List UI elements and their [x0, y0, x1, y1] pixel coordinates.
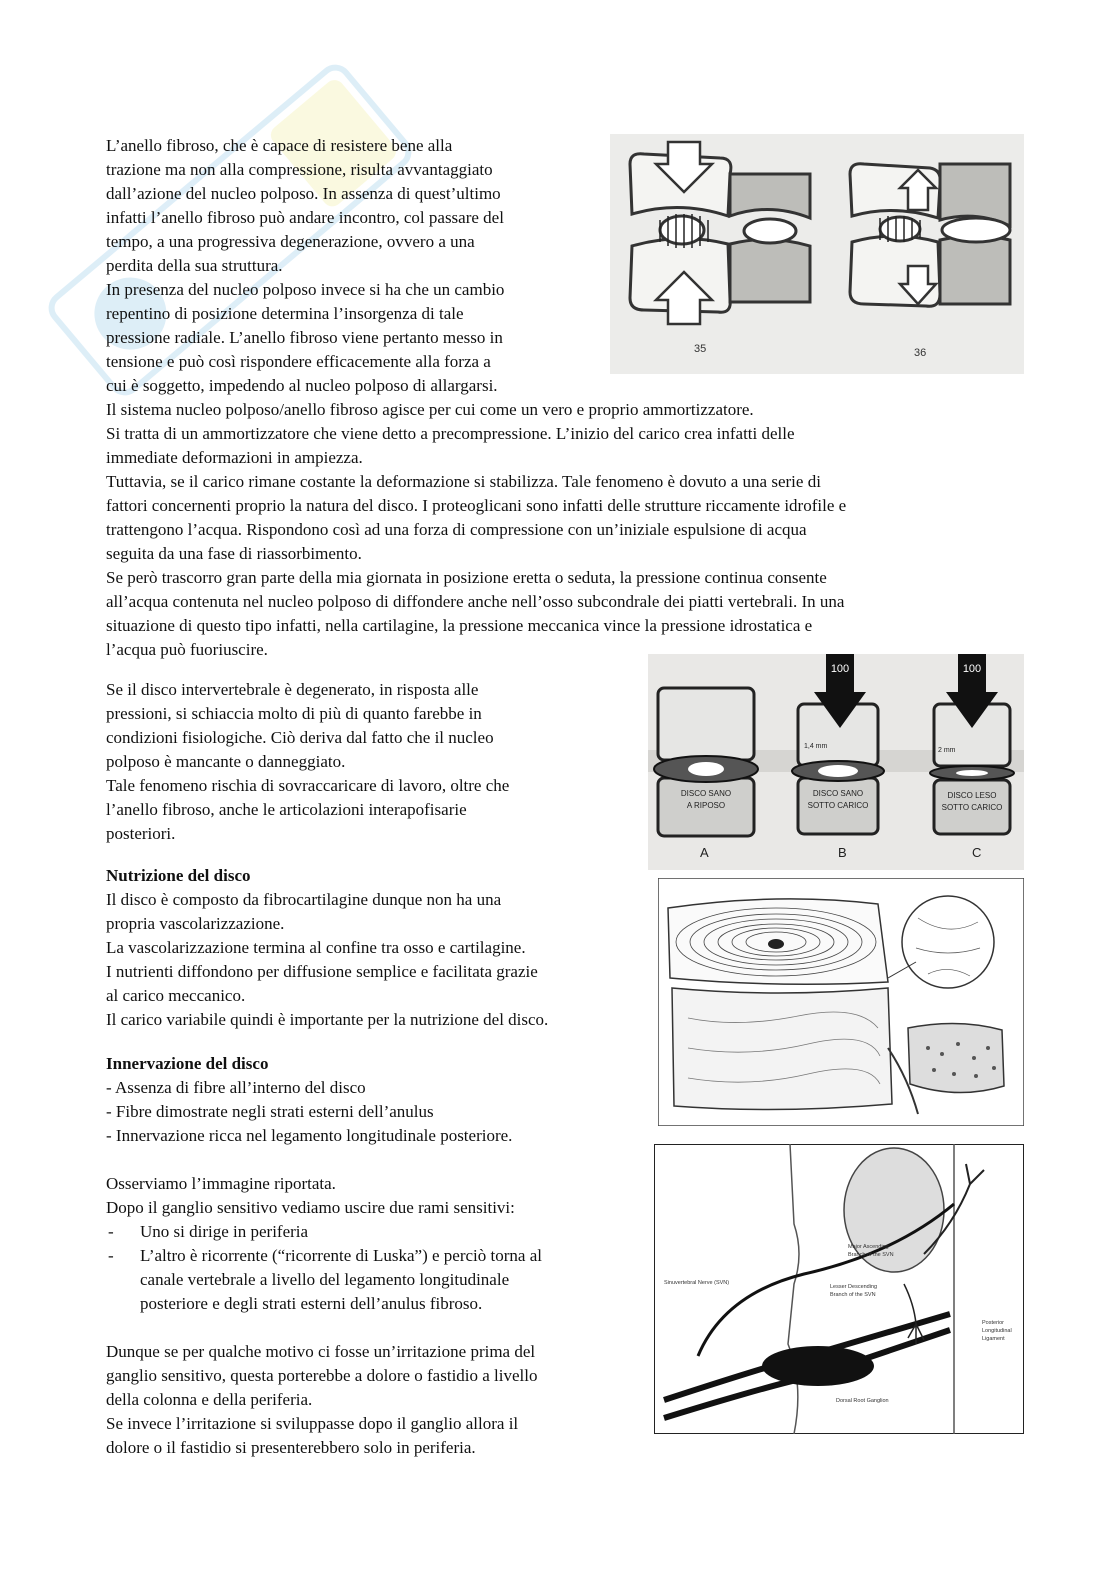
displacement-c: 2 mm	[938, 747, 956, 754]
degenerated-disc-paragraph	[106, 678, 509, 846]
label-posterior-longitudinal-ligament: Longitudinal	[982, 1328, 1012, 1334]
branches-list	[106, 1220, 542, 1316]
load-value-c: 100	[962, 663, 982, 675]
label-lesser-descending: Lesser Descending	[830, 1284, 878, 1290]
text-line: Osserviamo l’immagine riportata.	[106, 1174, 336, 1193]
caption-line: A RIPOSO	[686, 801, 726, 810]
list-item: - Assenza di fibre all’interno del disco	[106, 1078, 366, 1097]
list-item: - Fibre dimostrate negli strati esterni dell’anulus	[106, 1102, 434, 1121]
text-line: fattori concernenti proprio la natura del disco. I proteoglicani sono infatti delle strutture riccamente idrofile e	[106, 496, 847, 515]
label-lesser-descending: Branch of the SVN	[830, 1292, 876, 1298]
text-line: immediate deformazioni in ampiezza.	[106, 448, 363, 467]
label-sinuvertebral-nerve: Sinuvertebral Nerve (SVN)	[664, 1280, 730, 1286]
text-line: Dunque se per qualche motivo ci fosse un’irritazione prima del	[106, 1342, 536, 1361]
caption-line: SOTTO CARICO	[807, 801, 869, 810]
text-line: pressioni, si schiaccia molto di più di quanto farebbe in	[106, 704, 482, 723]
caption-line: DISCO SANO	[680, 789, 732, 798]
text-line: polposo è mancante o danneggiato.	[106, 752, 346, 771]
text-line: posteriore e degli strati esterni dell’anulus fibroso.	[140, 1294, 483, 1313]
text-line: pressione radiale. L’anello fibroso viene pertanto messo in	[106, 328, 503, 347]
text-line: condizioni fisiologiche. Ciò deriva dal fatto che il nucleo	[106, 728, 494, 747]
text-line: I nutrienti diffondono per diffusione semplice e facilitata grazie	[106, 962, 538, 981]
text-line: posteriori.	[106, 824, 176, 843]
label-major-ascending: Major Ascending	[848, 1244, 889, 1250]
text-line: Dopo il ganglio sensitivo vediamo uscire due rami sensitivi:	[106, 1198, 515, 1217]
text-line: della colonna e della periferia.	[106, 1390, 313, 1409]
text-line: Se invece l’irritazione si sviluppasse dopo il ganglio allora il	[106, 1414, 519, 1433]
text-line: Tale fenomeno rischia di sovraccaricare di lavoro, oltre che	[106, 776, 510, 795]
text-line: Se il disco intervertebrale è degenerato, in risposta alle	[106, 680, 479, 699]
figure-number-35: 35	[694, 343, 707, 355]
text-line: situazione di questo tipo infatti, nella cartilagine, la pressione meccanica vince la pressione idrostatica e	[106, 616, 813, 635]
text-line: l’acqua può fuoriuscire.	[106, 640, 268, 659]
caption-line: SOTTO CARICO	[941, 803, 1003, 812]
figure-disc-load-comparison	[648, 654, 1024, 870]
figure-vertebra-compression	[610, 134, 1024, 374]
text-line: Il disco è composto da fibrocartilagine dunque non ha una	[106, 890, 502, 909]
text-line: Tuttavia, se il carico rimane costante la deformazione si stabilizza. Tale fenomeno è dovuto a una serie di	[106, 472, 821, 491]
label-posterior-longitudinal-ligament: Posterior	[982, 1320, 1005, 1326]
innervazione-list	[106, 1076, 512, 1148]
list-item	[106, 1244, 542, 1316]
caption-line: DISCO SANO	[812, 789, 864, 798]
text-line: l’anello fibroso, anche le articolazioni interapofisarie	[106, 800, 467, 819]
text-line: - L’altro è ricorrente (“ricorrente di Luska”) e perciò torna al	[140, 1246, 542, 1265]
label-dorsal-root-ganglion: Dorsal Root Ganglion	[836, 1398, 889, 1404]
text-line: In presenza del nucleo polposo invece si ha che un cambio	[106, 280, 505, 299]
text-line: seguita da una fase di riassorbimento.	[106, 544, 362, 563]
text-line: Se però trascorro gran parte della mia giornata in posizione eretta o seduta, la pressione continua consente	[106, 568, 827, 587]
irritation-paragraph	[106, 1340, 538, 1460]
osserviamo-paragraph	[106, 1172, 542, 1316]
intro-paragraph	[106, 134, 504, 398]
text-line: infatti l’anello fibroso può andare incontro, col passare del	[106, 208, 504, 227]
figure-sinuvertebral-nerve	[654, 1144, 1024, 1434]
heading-innervazione: Innervazione del disco	[106, 1054, 269, 1073]
caption-line: DISCO LESO	[947, 791, 997, 800]
text-line: - Uno si dirige in periferia	[140, 1222, 309, 1241]
figure-number-36: 36	[914, 347, 927, 359]
text-line: L’anello fibroso, che è capace di resistere bene alla	[106, 136, 453, 155]
text-line: tempo, a una progressiva degenerazione, ovvero a una	[106, 232, 475, 251]
load-value-b: 100	[830, 663, 850, 675]
text-line: Il carico variabile quindi è importante per la nutrizione del disco.	[106, 1010, 549, 1029]
text-line: dolore o il fastidio si presenterebbero solo in periferia.	[106, 1438, 476, 1457]
text-line: ganglio sensitivo, questa porterebbe a dolore o fastidio a livello	[106, 1366, 538, 1385]
list-item: - Innervazione ricca nel legamento longitudinale posteriore.	[106, 1126, 513, 1145]
text-line: repentino di posizione determina l’insorgenza di tale	[106, 304, 464, 323]
list-item	[106, 1220, 542, 1244]
nutrizione-paragraph	[106, 888, 548, 1032]
text-line: La vascolarizzazione termina al confine tra osso e cartilagine.	[106, 938, 526, 957]
text-line: all’acqua contenuta nel nucleo polposo di diffondere anche nell’osso subcondrale dei piatti vertebrali. In una	[106, 592, 845, 611]
displacement-b: 1,4 mm	[804, 743, 828, 750]
text-line: trattengono l’acqua. Rispondono così ad una forza di compressione con un’iniziale espulsione di acqua	[106, 520, 807, 539]
text-line: Il sistema nucleo polposo/anello fibroso agisce per cui come un vero e proprio ammortizzatore.	[106, 400, 754, 419]
panel-letter-b: B	[838, 845, 847, 860]
shock-absorber-paragraph	[106, 398, 846, 662]
panel-letter-c: C	[972, 845, 982, 860]
heading-nutrizione: Nutrizione del disco	[106, 866, 251, 885]
text-line: propria vascolarizzazione.	[106, 914, 285, 933]
text-line: canale vertebrale a livello del legamento longitudinale	[140, 1270, 510, 1289]
text-line: cui è soggetto, impedendo al nucleo polposo di allargarsi.	[106, 376, 498, 395]
text-line: trazione ma non alla compressione, risulta avvantaggiato	[106, 160, 493, 179]
panel-letter-a: A	[700, 845, 709, 860]
text-line: al carico meccanico.	[106, 986, 246, 1005]
label-posterior-longitudinal-ligament: Ligament	[982, 1336, 1005, 1342]
text-line: tensione e può così rispondere efficacemente alla forza a	[106, 352, 491, 371]
figure-disc-anatomy-drawing	[658, 878, 1024, 1126]
text-line: perdita della sua struttura.	[106, 256, 283, 275]
text-line: dall’azione del nucleo polposo. In assenza di quest’ultimo	[106, 184, 501, 203]
label-major-ascending: Branch of the SVN	[848, 1252, 894, 1258]
text-line: Si tratta di un ammortizzatore che viene detto a precompressione. L’inizio del carico crea infatti delle	[106, 424, 795, 443]
